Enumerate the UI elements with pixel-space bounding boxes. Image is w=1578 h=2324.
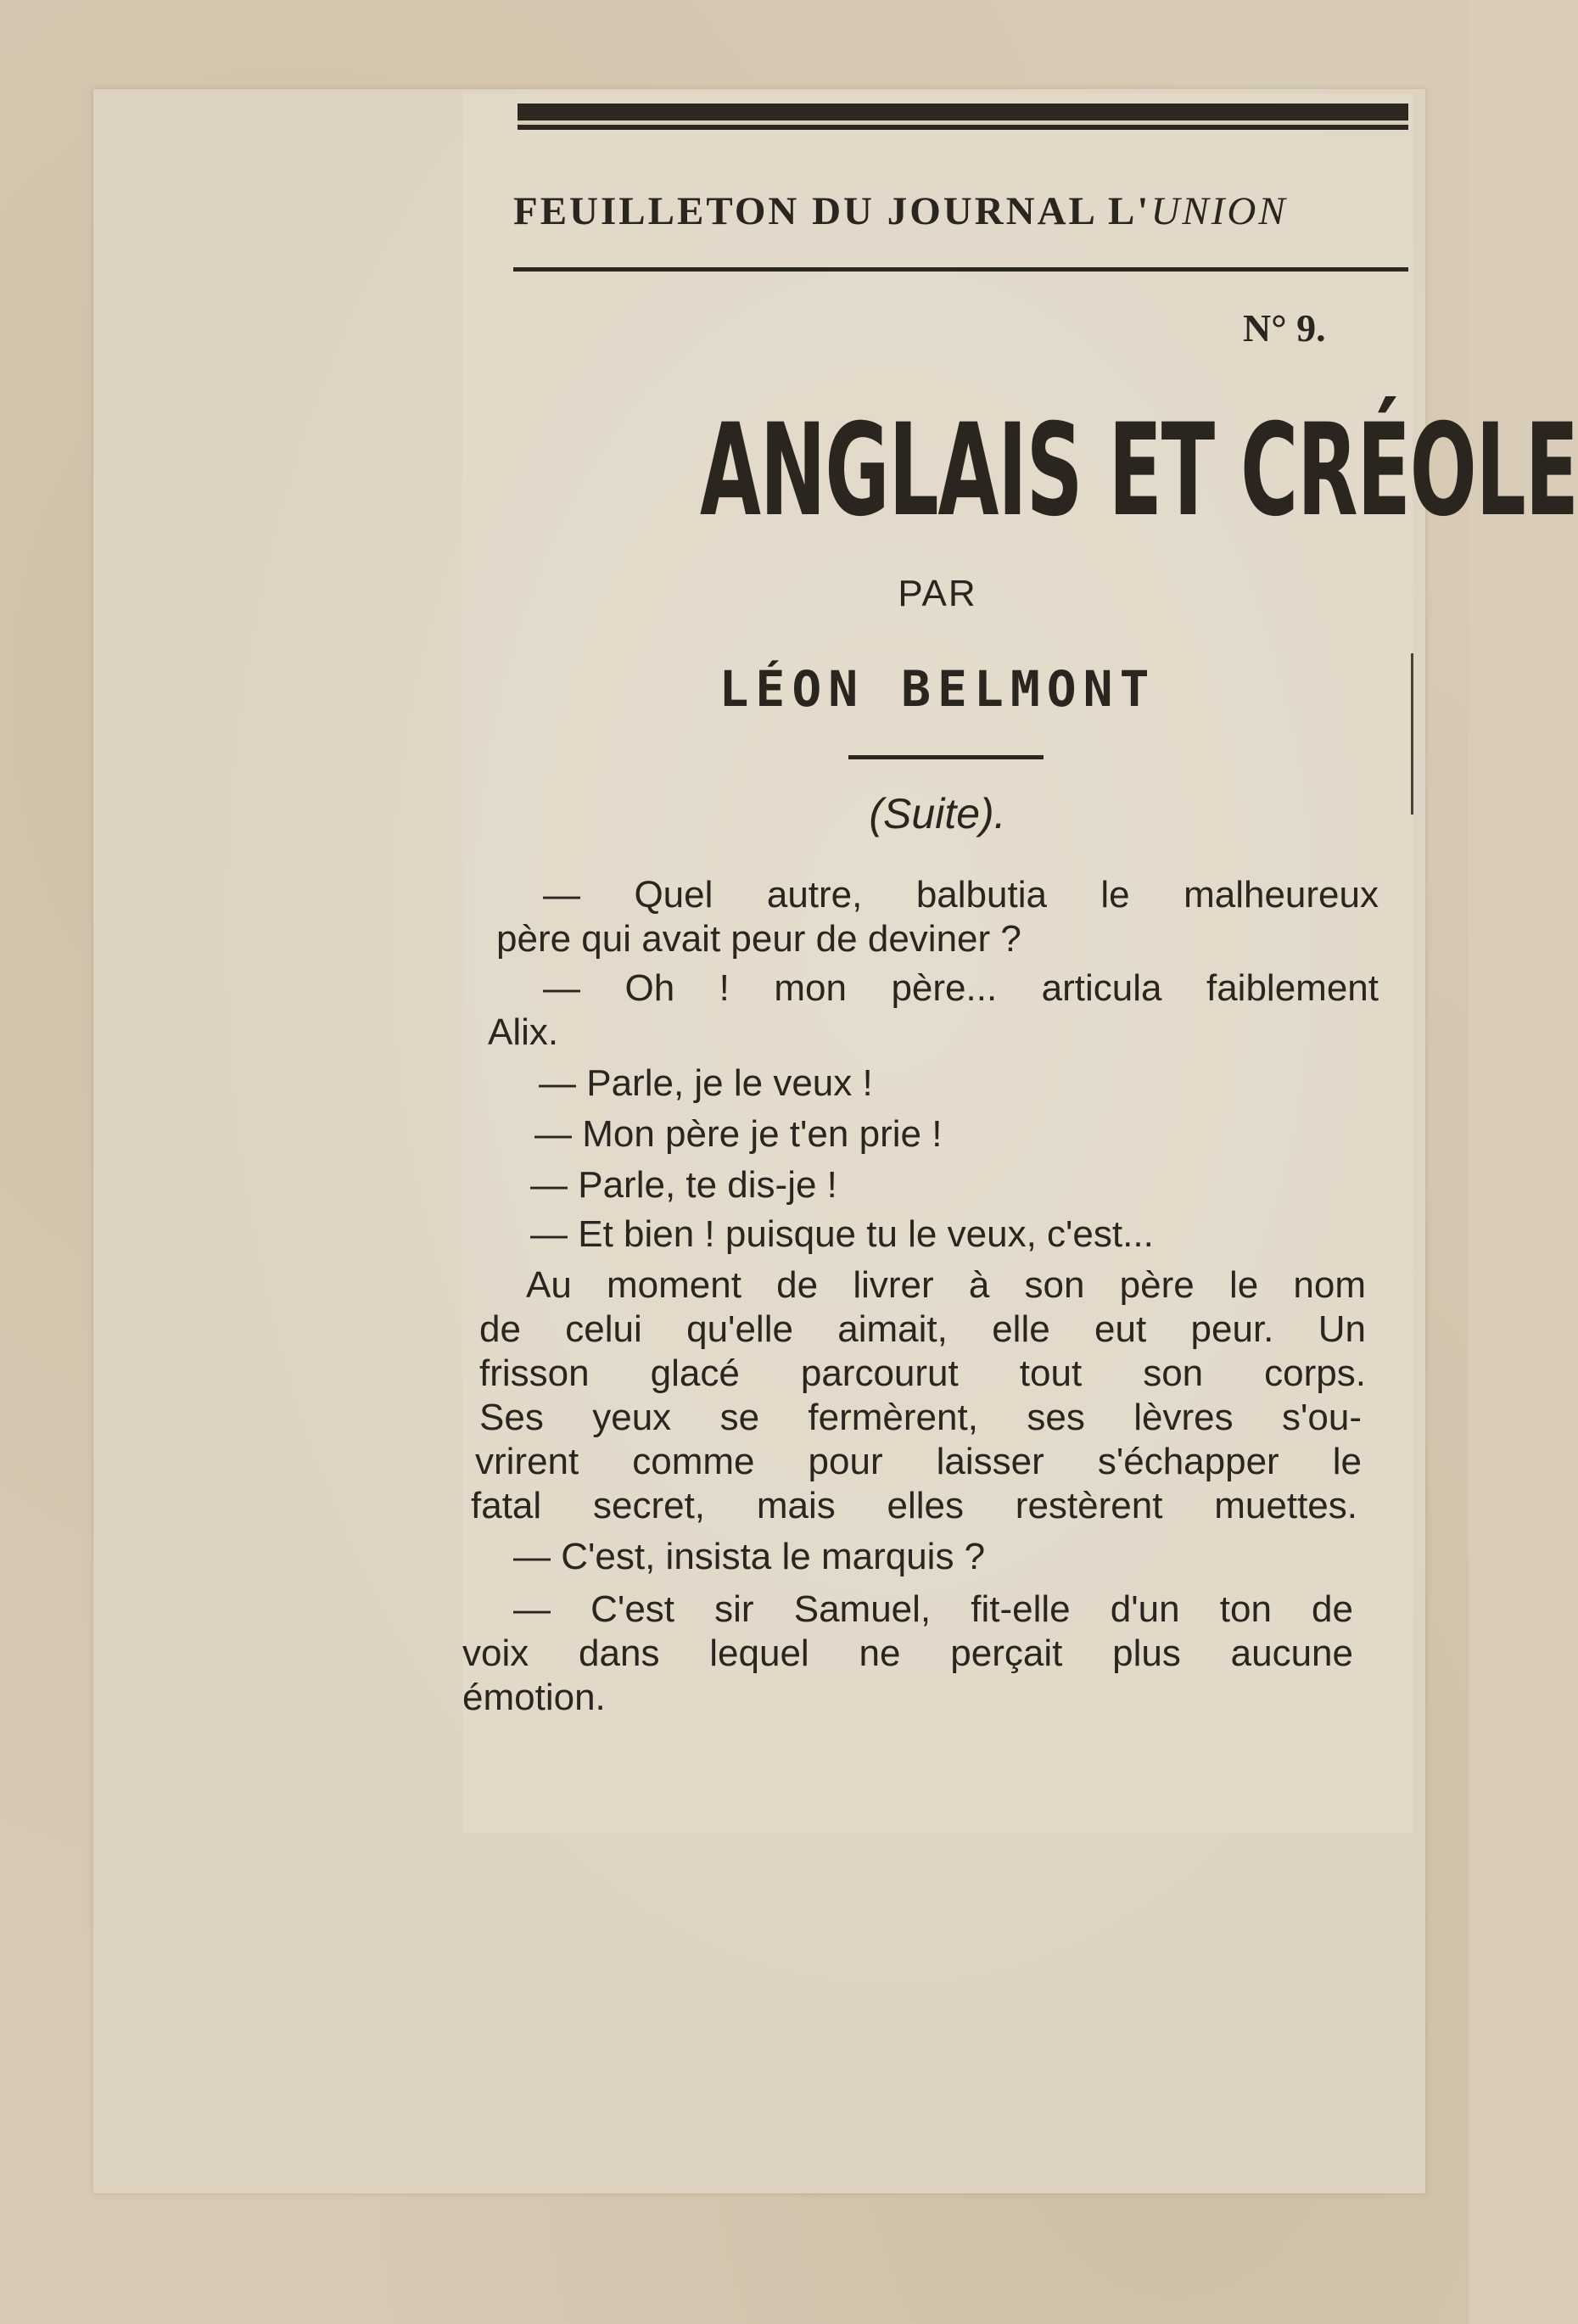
text-line: Au moment de livrer à son père le nom xyxy=(526,1264,1366,1306)
text-line: — C'est, insista le marquis ? xyxy=(513,1536,986,1577)
text-line: de celui qu'elle aimait, elle eut peur. Un xyxy=(479,1308,1366,1350)
text-line: voix dans lequel ne perçait plus aucune xyxy=(462,1632,1353,1674)
suite-label: (Suite). xyxy=(869,790,1006,837)
text-line: vrirent comme pour laisser s'échapper le xyxy=(475,1441,1362,1482)
masthead-prefix: FEUILLETON DU JOURNAL L' xyxy=(513,189,1151,233)
text-line: — Parle, je le veux ! xyxy=(539,1062,873,1104)
text-line: — Et bien ! puisque tu le veux, c'est... xyxy=(530,1213,1154,1255)
text-line: — C'est sir Samuel, fit-elle d'un ton de xyxy=(513,1588,1353,1630)
text-line: père qui avait peur de deviner ? xyxy=(496,918,1021,960)
text-line: Ses yeux se fermèrent, ses lèvres s'ou- xyxy=(479,1397,1362,1438)
text-line: — Mon père je t'en prie ! xyxy=(534,1113,943,1155)
masthead-rule xyxy=(513,267,1408,272)
text-line: — Parle, te dis-je ! xyxy=(530,1164,837,1206)
issue-number: N° 9. xyxy=(1243,306,1326,350)
story-title: ANGLAIS ET CRÉOLE xyxy=(700,397,1578,545)
author-name: LÉON BELMONT xyxy=(719,660,1156,718)
text-line: émotion. xyxy=(462,1677,606,1718)
right-edge-line xyxy=(1411,653,1413,815)
byline-par: PAR xyxy=(898,573,977,614)
top-rule xyxy=(518,104,1408,125)
divider-rule xyxy=(848,755,1044,759)
text-line: — Quel autre, balbutia le malheureux xyxy=(543,874,1379,916)
text-line: Alix. xyxy=(488,1011,559,1053)
masthead-journal: UNION xyxy=(1150,189,1288,233)
masthead xyxy=(513,188,1413,234)
text-line: fatal secret, mais elles restèrent muettes. xyxy=(471,1485,1357,1526)
text-line: — Oh ! mon père... articula faiblement xyxy=(543,967,1379,1009)
text-line: frisson glacé parcourut tout son corps. xyxy=(479,1352,1366,1394)
feuilleton-column xyxy=(462,93,1578,1833)
